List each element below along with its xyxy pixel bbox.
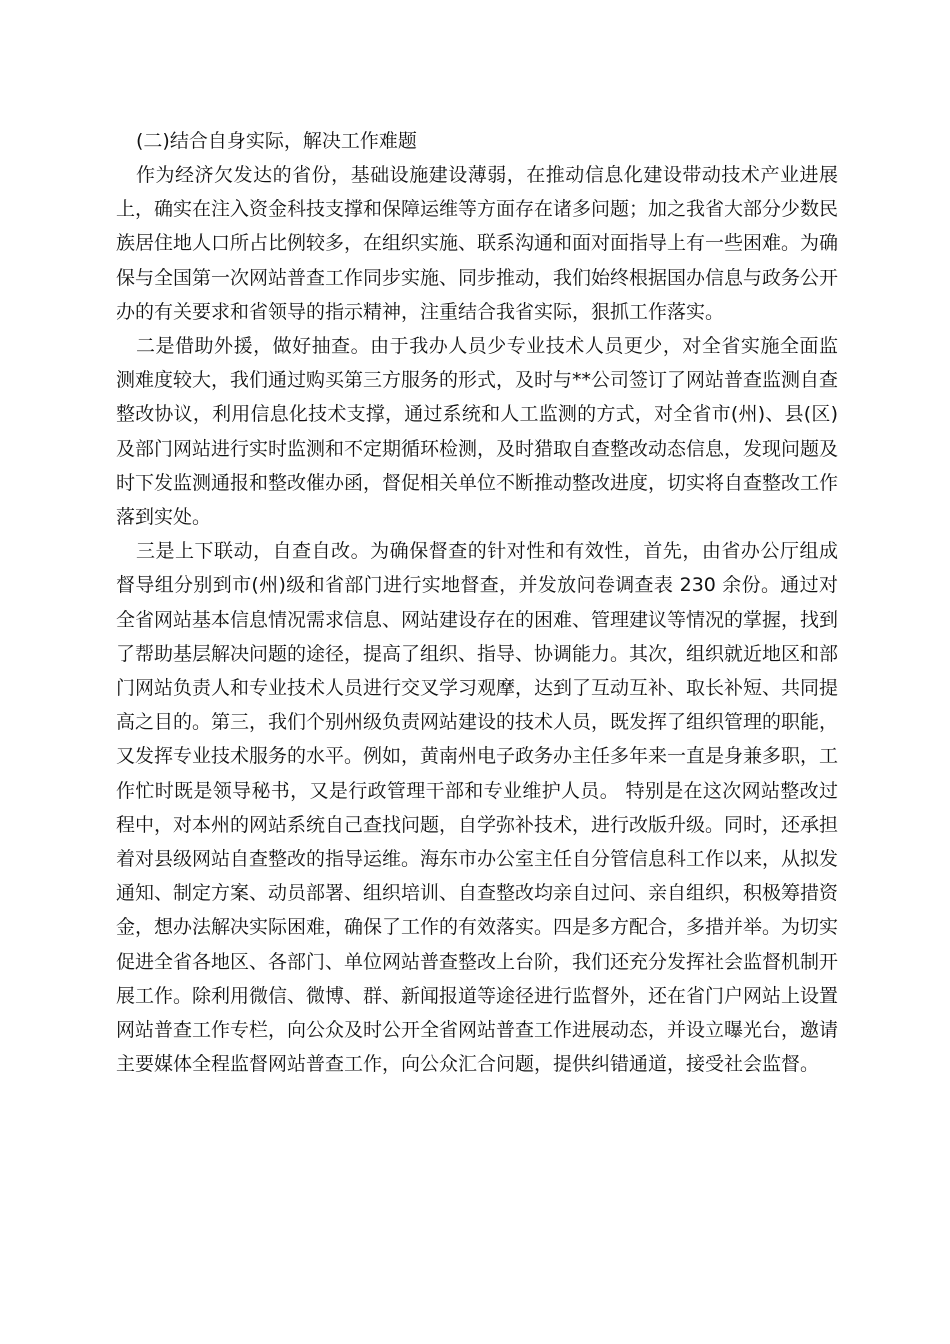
section-heading: (二)结合自身实际，解决工作难题 (136, 130, 417, 152)
paragraph-joint-action: 三是上下联动，自查自改。为确保督查的针对性和有效性，首先，由省办公厅组成督导组分别到市(州)级和省部门进行实地督查，并发放问卷调查表 230 余份。通过对全省网站基本信息情况需求信息、网站建设存在的困难、管理建议等情况的掌握，找到了帮助基层解决问题的途径，提高了组织、指导、协调能力。其次，组织就近地区和部门网站负责人和专业技术人员进行交叉学习观摩，达到了互动互补、取长补短、共同提高之目的。第三，我们个别州级负责网站建设的技术人员，既发挥了组织管理的职能，又发挥专业技术服务的水平。例如，黄南州电子政务办主任多年来一直是身兼多职，工作忙时既是领导秘书，又是行政管理干部和专业维护人员。 特别是在这次网站整改过程中，对本州的网站系统自己查找问题，自学弥补技术，进行改版升级。同时，还承担着对县级网站自查整改的指导运维。海东市办公室主任自分管信息科工作以来，从拟发通知、制定方案、动员部署、组织培训、自查整改均亲自过问、亲自组织，积极筹措资金，想办法解决实际困难，确保了工作的有效落实。四是多方配合，多措并举。为切实促进全省各地区、各部门、单位网站普查整改上台阶，我们还充分发挥社会监督机制开展工作。除利用微信、微博、群、新闻报道等途径进行监督外，还在省门户网站上设置网站普查工作专栏，向公众及时公开全省网站普查工作进展动态，并设立曝光台，邀请主要媒体全程监督网站普查工作，向公众汇合问题，提供纠错通道，接受社会监督。 (116, 540, 839, 1076)
paragraph-outside-help: 二是借助外援，做好抽查。由于我办人员少专业技术人员更少，对全省实施全面监测难度较大，我们通过购买第三方服务的形式，及时与**公司签订了网站普查监测自查整改协议，利用信息化技术支撑，通过系统和人工监测的方式，对全省市(州)、县(区)及部门网站进行实时监测和不定期循环检测，及时猎取自查整改动态信息，发现问题及时下发监测通报和整改催办函，督促相关单位不断推动整改进度，切实将自查整改工作落到实处。 (116, 335, 839, 529)
paragraph-intro: 作为经济欠发达的省份，基础设施建设薄弱，在推动信息化建设带动技术产业进展上，确实在注入资金科技支撑和保障运维等方面存在诸多问题；加之我省大部分少数民族居住地人口所占比例较多，在组织实施、联系沟通和面对面指导上有一些困难。为确保与全国第一次网站普查工作同步实施、同步推动，我们始终根据国办信息与政务公开办的有关要求和省领导的指示精神，注重结合我省实际，狠抓工作落实。 (116, 164, 839, 323)
document-body (116, 124, 838, 1081)
